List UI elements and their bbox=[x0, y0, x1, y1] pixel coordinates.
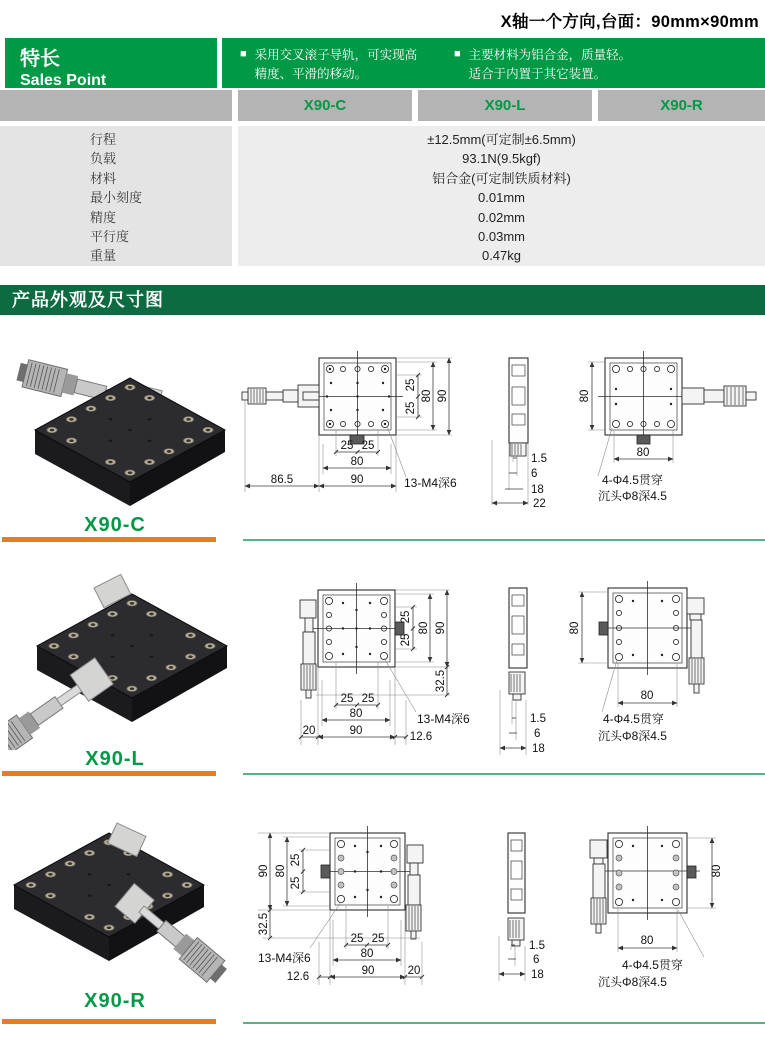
spec-label-column bbox=[0, 126, 232, 266]
dim-label: 12.6 bbox=[409, 731, 433, 743]
dim-label: 80 bbox=[275, 864, 287, 878]
dim-label: 6 bbox=[534, 728, 541, 740]
dim-label: 80 bbox=[640, 690, 654, 702]
hole-annotation-line2: 沉头Φ8深4.5 bbox=[598, 975, 667, 989]
dim-label: 12.6 bbox=[286, 971, 310, 983]
spec-row-value: 93.1N(9.5kgf) bbox=[462, 151, 541, 167]
tap-annotation: 13-M4深6 bbox=[404, 476, 457, 490]
dim-label: 25 bbox=[290, 876, 302, 890]
dim-label: 90 bbox=[435, 621, 447, 635]
dim-label: 90 bbox=[437, 389, 449, 403]
dim-label: 90 bbox=[258, 864, 270, 878]
dim-label: 32.5 bbox=[435, 669, 447, 693]
dim-label: 80 bbox=[640, 935, 654, 947]
dim-label: 20 bbox=[302, 725, 316, 737]
sales-point-header bbox=[5, 38, 217, 88]
dim-label: 25 bbox=[340, 440, 354, 452]
dimension-drawing-x90-c bbox=[240, 330, 765, 522]
dim-label: 25 bbox=[371, 933, 385, 945]
section-title-bar: 产品外观及尺寸图 bbox=[0, 285, 765, 315]
spec-header-x90c: X90-C bbox=[238, 90, 412, 121]
product-label-x90-l: X90-L bbox=[85, 748, 145, 770]
spec-row-label: 行程 bbox=[90, 132, 117, 147]
hole-annotation-line1: 4-Φ4.5贯穿 bbox=[603, 712, 664, 726]
spec-header-x90l: X90-L bbox=[418, 90, 592, 121]
tap-annotation: 13-M4深6 bbox=[258, 951, 311, 965]
dim-label: 18 bbox=[531, 484, 544, 496]
dim-label: 25 bbox=[400, 610, 412, 624]
spec-row-label: 最小刻度 bbox=[90, 190, 143, 206]
spec-row-label: 负载 bbox=[90, 151, 117, 167]
dim-label: 1.5 bbox=[531, 453, 547, 465]
dim-label: 20 bbox=[407, 965, 421, 977]
dim-label: 18 bbox=[531, 969, 544, 981]
hole-annotation-line1: 4-Φ4.5贯穿 bbox=[602, 473, 663, 487]
spec-row-value: 0.03mm bbox=[478, 228, 525, 244]
dim-label: 86.5 bbox=[270, 474, 294, 486]
spec-row-label: 重量 bbox=[90, 248, 117, 264]
dim-label: 80 bbox=[421, 389, 433, 403]
spec-row-label: 精度 bbox=[90, 209, 117, 225]
dimension-drawing-x90-r bbox=[240, 785, 765, 1020]
dim-label: 80 bbox=[636, 447, 650, 459]
dim-label: 25 bbox=[350, 933, 364, 945]
dim-label: 6 bbox=[531, 468, 538, 480]
product-label-x90-r: X90-R bbox=[84, 990, 146, 1012]
dim-label: 32.5 bbox=[258, 912, 270, 936]
spec-row-value: 0.47kg bbox=[481, 248, 522, 264]
spec-row-value: 铝合金(可定制铁质材料) bbox=[432, 170, 571, 186]
dim-label: 80 bbox=[579, 389, 591, 403]
orange-rule bbox=[2, 1019, 216, 1024]
spec-header-x90r: X90-R bbox=[598, 90, 765, 121]
dim-label: 1.5 bbox=[530, 713, 546, 725]
sales-point-body bbox=[222, 38, 765, 88]
green-rule bbox=[243, 539, 765, 541]
sales-bullet-2-text: 主要材料为铝合金，质量轻。 适合于内置于其它装置。 bbox=[468, 48, 632, 81]
dim-label: 90 bbox=[349, 725, 363, 737]
orange-rule bbox=[2, 537, 216, 542]
product-photo-x90-c bbox=[8, 334, 230, 514]
dim-label: 25 bbox=[405, 378, 417, 392]
dim-label: 18 bbox=[532, 743, 545, 755]
dim-label: 80 bbox=[418, 621, 430, 635]
product-photo-x90-r bbox=[5, 793, 237, 991]
tap-annotation: 13-M4深6 bbox=[417, 712, 470, 726]
spec-row-value: ±12.5mm(可定制±6.5mm) bbox=[427, 132, 576, 147]
dim-label: 25 bbox=[361, 693, 375, 705]
green-rule bbox=[243, 1022, 765, 1024]
spec-header-empty bbox=[0, 90, 232, 121]
bullet-square-icon: ■ bbox=[454, 48, 461, 60]
dim-label: 22 bbox=[533, 498, 546, 510]
sales-bullet-2 bbox=[454, 46, 631, 84]
dim-label: 80 bbox=[711, 864, 723, 878]
dimension-drawing-x90-l bbox=[240, 550, 765, 765]
green-rule bbox=[243, 773, 765, 775]
dim-label: 90 bbox=[361, 965, 375, 977]
dim-label: 90 bbox=[350, 474, 364, 486]
dim-label: 1.5 bbox=[529, 940, 545, 952]
hole-annotation-line1: 4-Φ4.5贯穿 bbox=[622, 958, 683, 972]
dim-label: 80 bbox=[349, 708, 363, 720]
dim-label: 25 bbox=[290, 853, 302, 867]
dim-label: 80 bbox=[360, 948, 374, 960]
spec-row-label: 平行度 bbox=[90, 228, 130, 244]
bullet-square-icon: ■ bbox=[240, 48, 247, 60]
page-title: X轴一个方向,台面：90mm×90mm bbox=[500, 13, 759, 31]
spec-row-label: 材料 bbox=[90, 170, 117, 186]
hole-annotation-line2: 沉头Φ8深4.5 bbox=[598, 729, 667, 743]
sales-point-title-zh: 特长 bbox=[20, 48, 60, 70]
dim-label: 6 bbox=[533, 954, 540, 966]
dim-label: 80 bbox=[569, 621, 581, 635]
orange-rule bbox=[2, 771, 216, 776]
hole-annotation-line2: 沉头Φ8深4.5 bbox=[598, 489, 667, 503]
product-label-x90-c: X90-C bbox=[84, 514, 146, 536]
spec-row-value: 0.02mm bbox=[478, 209, 525, 225]
sales-bullet-1-text: 采用交叉滚子导轨，可实现高 精度、平滑的移动。 bbox=[254, 48, 418, 81]
sales-point-title-en: Sales Point bbox=[20, 72, 107, 89]
dim-label: 25 bbox=[400, 633, 412, 647]
sales-bullet-1 bbox=[240, 46, 417, 84]
spec-row-value: 0.01mm bbox=[478, 190, 525, 206]
dim-label: 25 bbox=[361, 440, 375, 452]
dim-label: 25 bbox=[340, 693, 354, 705]
dim-label: 25 bbox=[405, 401, 417, 415]
dim-label: 80 bbox=[350, 456, 364, 468]
product-photo-x90-l bbox=[8, 558, 230, 750]
spec-value-column bbox=[238, 126, 765, 266]
